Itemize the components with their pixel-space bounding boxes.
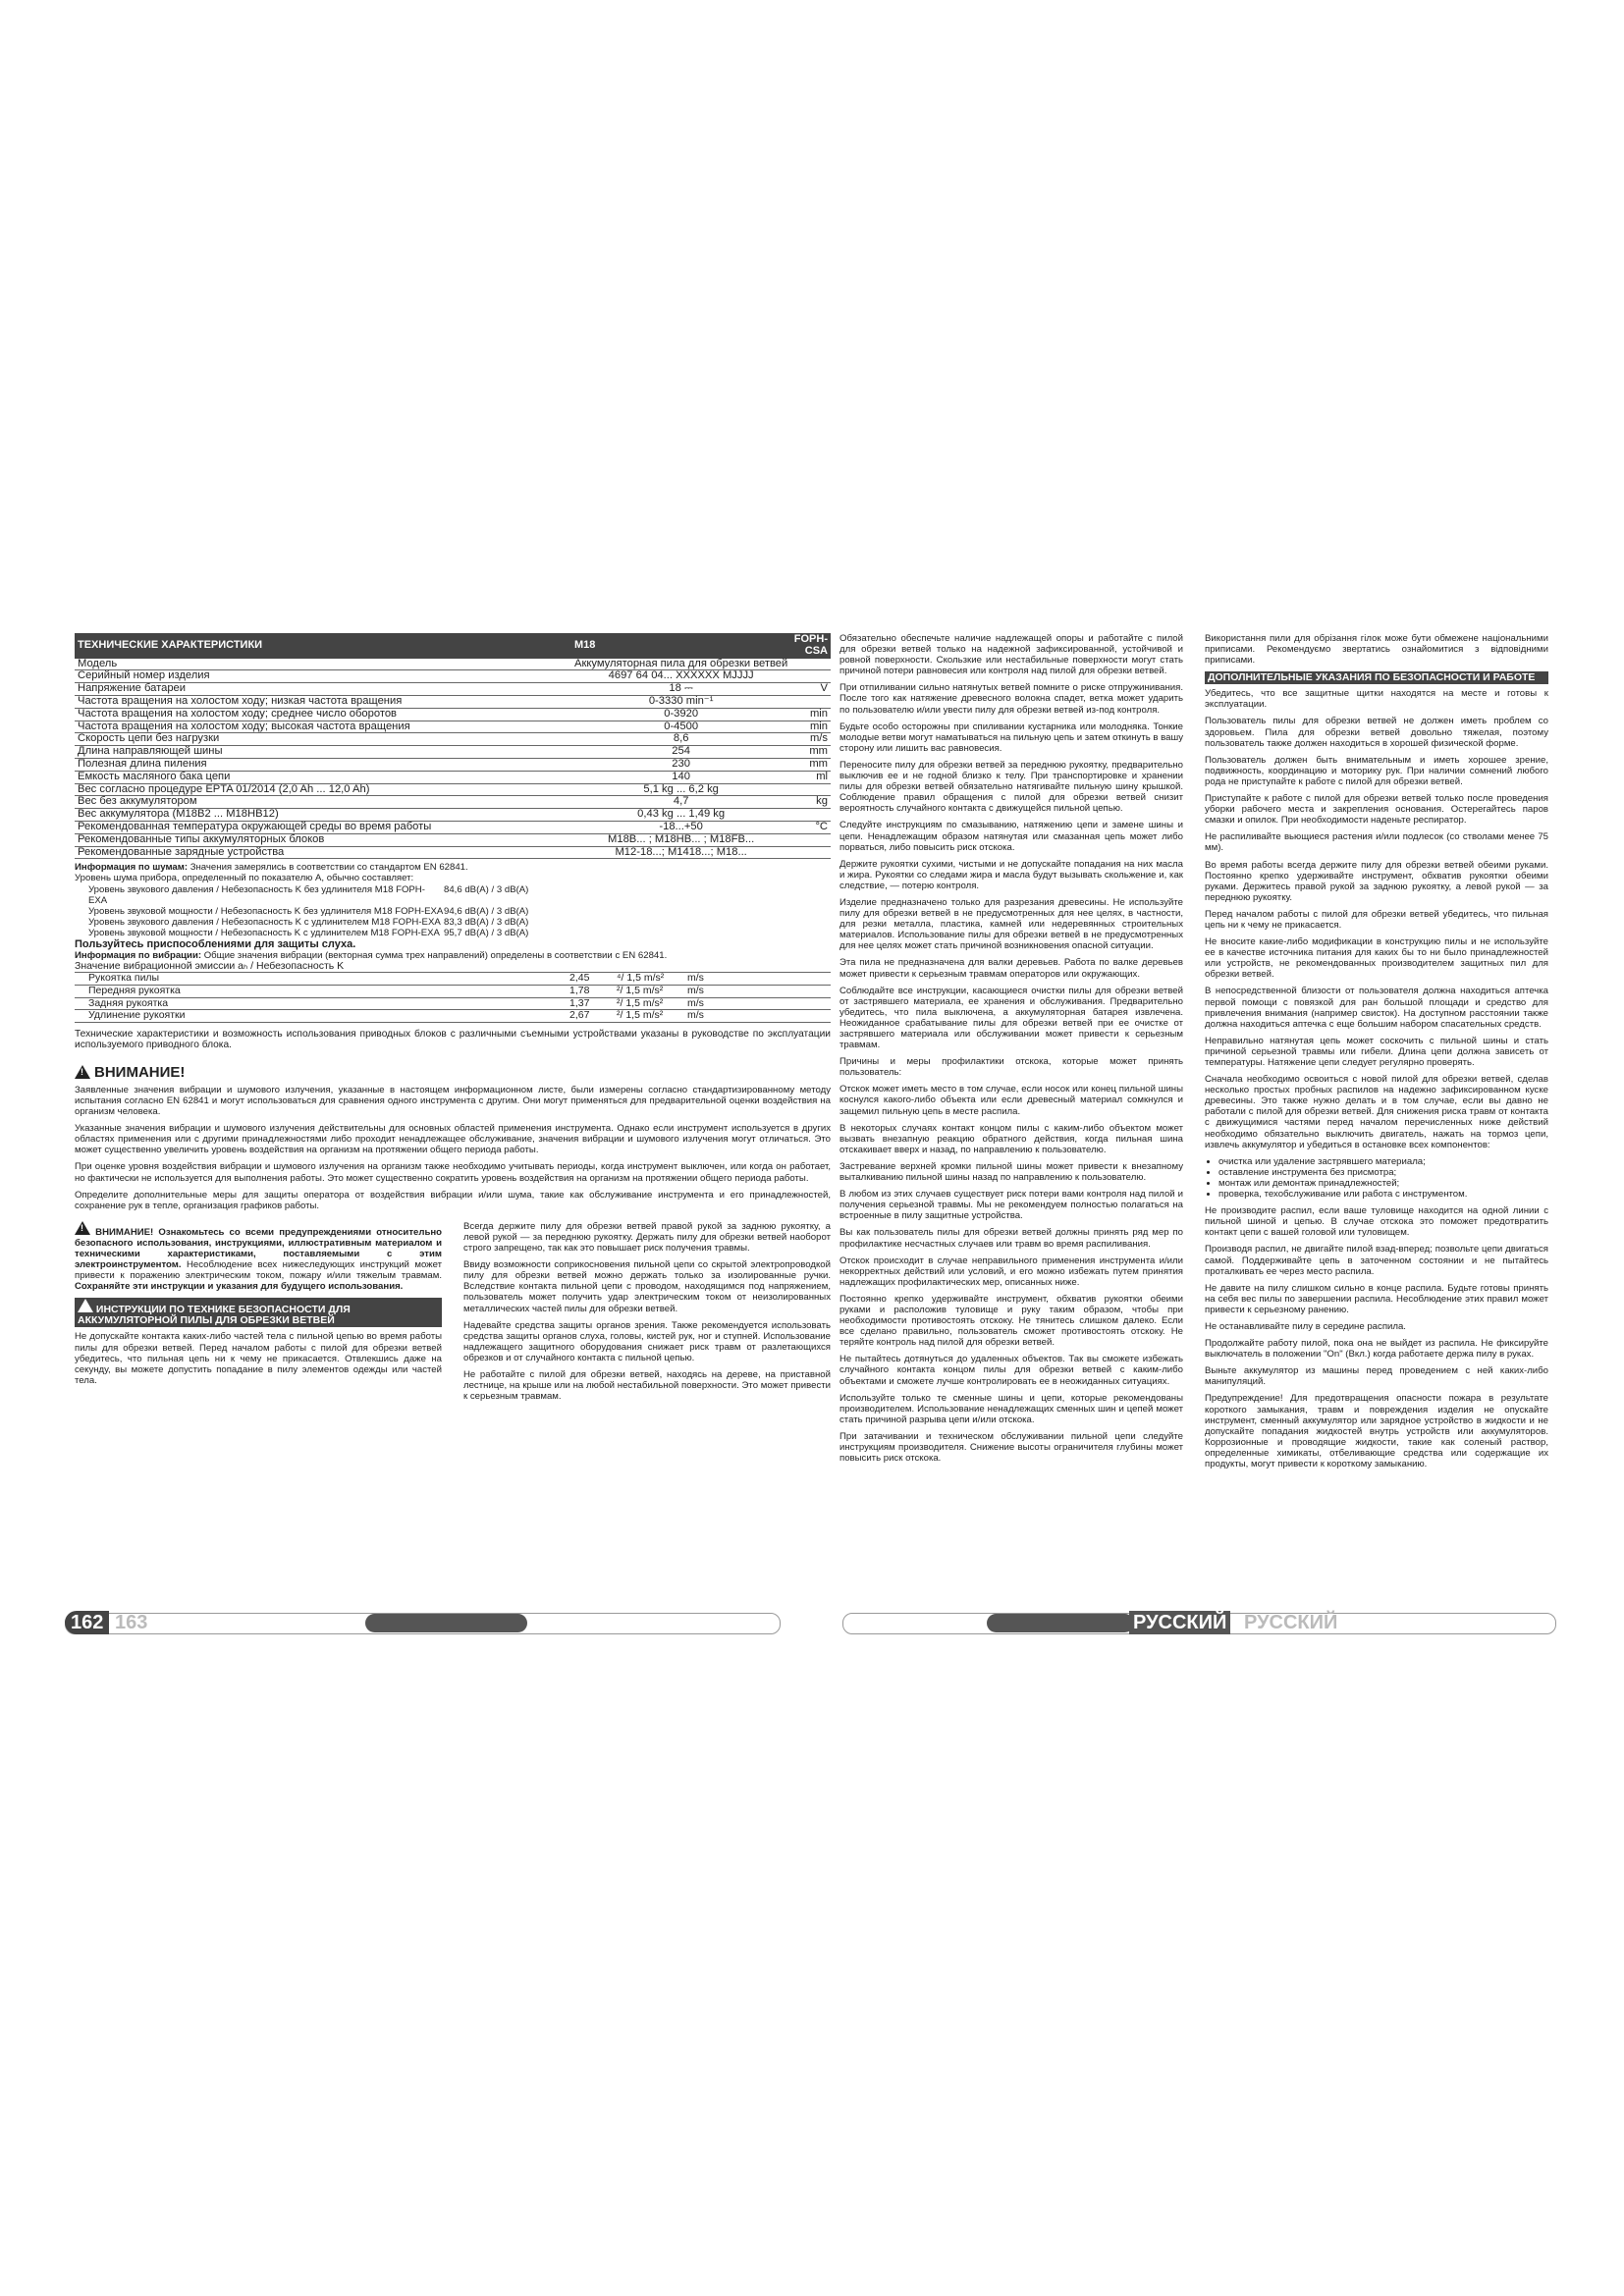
spec-unit bbox=[790, 659, 831, 670]
spec-row bbox=[75, 708, 831, 721]
language-label-ghost: РУССКИЙ bbox=[1244, 1612, 1338, 1633]
spec-label: Полезная длина пиления bbox=[75, 758, 571, 771]
spec-row bbox=[75, 746, 831, 759]
spec-value: 254 bbox=[571, 746, 790, 759]
safety-paragraph: Перед началом работы с пилой для обрезки ветвей убедитесь, что пильная цепь ни к чему не прикасается. bbox=[1205, 908, 1548, 931]
spec-row bbox=[75, 771, 831, 783]
spec-label: Скорость цепи без нагрузки bbox=[75, 733, 571, 746]
spec-label: Рекомендованные зарядные устройства bbox=[75, 846, 571, 859]
spec-label: Емкость масляного бака цепи bbox=[75, 771, 571, 783]
right-column-2-paragraphs bbox=[1205, 688, 1548, 1149]
safety-paragraph: Сначала необходимо освоиться с новой пилой для обрезки ветвей, сделав несколько простых пробных распилов на надежно зафиксированном куске древесины. Это также нужно делать и в том случае, если вы давно не работали с пилой для обрезки ветвей. Для снижения риска травм от контакта с движущимися частями перед началом перечисленных ниже действий необходимо обязательно выключить двигатель, нажать на тормоз цепи, извлечь аккумулятор и убедиться в остановке всех компонентов: bbox=[1205, 1074, 1548, 1150]
noise-value: 83,3 dB(A) / 3 dB(A) bbox=[444, 917, 529, 929]
safety-paragraph: Будьте особо осторожны при спиливании кустарника или молодняка. Тонкие молодые ветви могут наматываться на пильную цепь и затем откинуть в вашу сторону или лишить вас равновесия. bbox=[839, 721, 1183, 754]
safety-paragraph: Постоянно крепко удерживайте инструмент, обхватив рукоятки обеими руками и расположив туловище и руку таким образом, чтобы при необходимости противостоять отскоку. Не тянитесь слишком далеко. Если все сделано правильно, пользователь сможет противостоять отскоку. Не теряйте контроль над пилой для обрезки ветвей. bbox=[839, 1293, 1183, 1349]
spec-value: 5,1 kg ... 6,2 kg bbox=[571, 783, 790, 796]
vibration-unit: m/s bbox=[687, 1009, 704, 1022]
bullet-item: • монтаж или демонтаж принадлежностей; bbox=[1218, 1178, 1548, 1189]
spec-body bbox=[75, 659, 831, 859]
vibration-emission: Значение вибрационной эмиссии aₕ / Небезопасность K bbox=[75, 961, 831, 974]
spec-label: Длина направляющей шины bbox=[75, 746, 571, 759]
warning2-lead: ВНИМАНИЕ! Ознакомьтесь со всеми предупреждениями относительно безопасного использования, инструкциями, иллюстративным материалом и техническими характеристиками, поставляемыми с этим электроинструментом. bbox=[75, 1226, 443, 1271]
vibration-row bbox=[75, 986, 831, 998]
spec-row bbox=[75, 758, 831, 771]
safety-paragraph: Продолжайте работу пилой, пока она не выйдет из распила. Не фиксируйте выключатель в положении "On" (Вкл.) когда работаете держа пилу в руках. bbox=[1205, 1338, 1548, 1361]
safety-paragraph: В любом из этих случаев существует риск потери вами контроля над пилой и получения серьезной травмы. Мы не рекомендуем полностью полагаться на встроенные в пилу защитные устройства. bbox=[839, 1189, 1183, 1222]
left-columns bbox=[75, 1221, 831, 1408]
spec-label: Рекомендованная температура окружающей среды во время работы bbox=[75, 821, 571, 833]
additional-bar: ДОПОЛНИТЕЛЬНЫЕ УКАЗАНИЯ ПО БЕЗОПАСНОСТИ И РАБОТЕ bbox=[1205, 671, 1548, 684]
spec-row bbox=[75, 833, 831, 846]
spec-unit bbox=[790, 809, 831, 822]
spec-unit: mm bbox=[790, 758, 831, 771]
spec-unit bbox=[790, 846, 831, 859]
spec-value: 18 ⎓ bbox=[571, 683, 790, 696]
safety-paragraph: Обязательно обеспечьте наличие надлежащей опоры и работайте с пилой для обрезки ветвей только на надежной зафиксированной, устойчивой и ровной поверхности. Скользкие или нестабильные поверхности могут стать причиной потери равновесия или контроля над пилой для обрезки ветвей. bbox=[839, 633, 1183, 677]
bullet-item: • проверка, техобслуживание или работа с инструментом. bbox=[1218, 1189, 1548, 1200]
safety-paragraph: Соблюдайте все инструкции, касающиеся очистки пилы для обрезки ветвей от застрявшего материала, ее хранения и обслуживания. Предварительно убедитесь, что пила выключена, а аккумуляторная батарея извлечена. Неожиданное срабатывание пилы для обрезки ветвей при ее очистке от застрявшего материала или обслуживании может привести к серьезным травмам. bbox=[839, 985, 1183, 1051]
spec-value: 4,7 bbox=[571, 796, 790, 809]
vibration-value: 1,37 bbox=[569, 996, 590, 1009]
safety-paragraph: Не вносите какие-либо модификации в конструкцию пилы и не используйте ее в качестве источника питания для каких бы то ни было принадлежностей или устройств, не рекомендованных производителем защитных пил для обрезки ветвей. bbox=[1205, 936, 1548, 981]
spec-header bbox=[75, 633, 831, 659]
spec-row bbox=[75, 670, 831, 683]
spec-header-model: M18 bbox=[571, 633, 790, 659]
spec-value: 140 bbox=[571, 771, 790, 783]
spec-label: Вес согласно процедуре EPTA 01/2014 (2,0 Ah ... 12,0 Ah) bbox=[75, 783, 571, 796]
noise-row bbox=[75, 884, 831, 906]
safety-paragraph: Во время работы всегда держите пилу для обрезки ветвей обеими руками. Постоянно крепко удерживайте инструмент, обхватив рукоятки обеими руками. Держитесь правой рукой за заднюю рукоятку, а левой рукой — за переднюю рукоятку. bbox=[1205, 859, 1548, 903]
vibration-unit: m/s bbox=[687, 984, 704, 996]
spec-row bbox=[75, 846, 831, 859]
left-page bbox=[75, 633, 831, 1408]
safety-bar bbox=[75, 1298, 442, 1327]
bullet-item: • оставление инструмента без присмотра; bbox=[1218, 1167, 1548, 1178]
spec-unit: kg bbox=[790, 796, 831, 809]
spec-value: 0-4500 bbox=[571, 721, 790, 733]
noise-value: 84,6 dB(A) / 3 dB(A) bbox=[444, 883, 529, 895]
safety-bar-label: ИНСТРУКЦИИ ПО ТЕХНИКЕ БЕЗОПАСНОСТИ ДЛЯ АККУМУЛЯТОРНОЙ ПИЛЫ ДЛЯ ОБРЕЗКИ ВЕТВЕЙ bbox=[78, 1304, 351, 1327]
spec-value: 0,43 kg ... 1,49 kg bbox=[571, 809, 790, 822]
spec-label: Серийный номер изделия bbox=[75, 670, 571, 683]
vibration-block bbox=[75, 961, 831, 1023]
warning-paragraphs bbox=[75, 1085, 831, 1211]
left-column-2 bbox=[463, 1221, 831, 1408]
vibration-label: Удлинение рукоятки bbox=[88, 1009, 186, 1022]
spec-unit: °C bbox=[790, 821, 831, 833]
safety-paragraph: В некоторых случаях контакт концом пилы с каким-либо объектом может вызвать внезапную реакцию обратного действия, когда пильная шина отскакивает вверх и назад, по направлению к пользователю. bbox=[839, 1122, 1183, 1155]
safety-paragraph: При отпиливании сильно натянутых ветвей помните о риске отпружинивания. После того как натяжение древесного волокна спадет, ветка может ударить по пользователю и/или увести пилу для обрезки ветвей из-под контроля. bbox=[839, 682, 1183, 716]
spec-unit: mm bbox=[790, 746, 831, 759]
spec-value: 4697 64 04... XXXXXX MJJJJ bbox=[571, 670, 790, 683]
spec-value: 0-3920 bbox=[571, 708, 790, 721]
vibration-rows bbox=[75, 973, 831, 1022]
safety-paragraph: Не распиливайте вьющиеся растения и/или подлесок (со стволами менее 75 мм). bbox=[1205, 831, 1548, 854]
noise-row bbox=[75, 928, 831, 938]
page-number-ghost: 163 bbox=[115, 1612, 148, 1633]
vibration-text: Общие значения вибрации (векторная сумма трех направлений) определены в соответствии с EN 62841. bbox=[203, 949, 668, 961]
warning2-keep: Сохраняйте эти инструкции и указания для будущего использования. bbox=[75, 1281, 404, 1293]
vibration-value: 1,78 bbox=[569, 984, 590, 996]
spec-value: M18B... ; M18HB... ; M18FB... bbox=[571, 833, 790, 846]
spec-unit bbox=[790, 783, 831, 796]
noise-label: Уровень звуковой мощности / Небезопасность K с удлинителем M18 FOPH-EXA bbox=[88, 928, 440, 939]
vibration-label: Задняя рукоятка bbox=[88, 996, 169, 1009]
safety-paragraph: Причины и меры профилактики отскока, которые может принять пользователь: bbox=[839, 1056, 1183, 1079]
vibration-uncertainty: ²/ 1,5 m/s² bbox=[617, 984, 664, 996]
spec-label: Модель bbox=[75, 659, 571, 670]
warning-triangle-icon bbox=[75, 1065, 90, 1079]
safety-paragraph: Не давите на пилу слишком сильно в конце распила. Будьте готовы принять на себя вес пилы по завершении распила. Несоблюдение этих правил может привести к серьезному ранению. bbox=[1205, 1282, 1548, 1315]
safety-paragraph: Отскок может иметь место в том случае, если носок или конец пильной шины коснулся какого-либо объекта или если древесный материал сомкнулся и защемил пильную цепь в месте распила. bbox=[839, 1084, 1183, 1117]
warning2-block bbox=[75, 1221, 442, 1293]
vibration-value: 2,67 bbox=[569, 1009, 590, 1022]
footer-right-pill bbox=[987, 1614, 1134, 1632]
bullet-list bbox=[1205, 1156, 1548, 1200]
vibration-value: 2,45 bbox=[569, 972, 590, 985]
warning-paragraph: Указанные значения вибрации и шумового излучения действительны для основных областей применения инструмента. Однако если инструмент используется в других областях применения или с другими принадлежностями либо проходит ненадлежащее обслуживание, значения вибрации и шумового излучения могут отличаться. Это может существенно увеличить уровень воздействия на организм на протяжении общего периода работы. bbox=[75, 1123, 831, 1156]
spec-value: 8,6 bbox=[571, 733, 790, 746]
safety-paragraph: Следуйте инструкциям по смазыванию, натяжению цепи и замене шины и цепи. Ненадлежащим образом натянутая или смазанная цепь может либо порваться, либо повысить риск отскока. bbox=[839, 820, 1183, 853]
vibration-row bbox=[75, 998, 831, 1011]
safety-paragraph: Переносите пилу для обрезки ветвей за переднюю рукоятку, предварительно выключив ее и не годной близко к телу. При транспортировке и хранении пилы для обрезки ветвей обязательно натягивайте пильную шину крышкой. Соблюдение правил обращения с пилой для обрезки ветвей снизит вероятность случайного контакта с движущейся пильной цепью. bbox=[839, 759, 1183, 815]
vibration-uncertainty: ²/ 1,5 m/s² bbox=[617, 996, 664, 1009]
safety-paragraph: Не пытайтесь дотянуться до удаленных объектов. Так вы сможете избежать случайного контакта концом пилы для обрезки ветвей с каким-либо объектами и сможете лучше контролировать ее в неожиданных ситуациях. bbox=[839, 1354, 1183, 1387]
noise-row bbox=[75, 917, 831, 928]
warning2-text: Несоблюдение всех нижеследующих инструкций может привести к поражению электрическим током, пожару и/или тяжелым травмам. bbox=[75, 1259, 442, 1282]
safety-paragraph: Приступайте к работе с пилой для обрезки ветвей только после проведения уборки рабочего места и закрепления основания. Остерегайтесь паров смазки и опилок. При необходимости наденьте респиратор. bbox=[1205, 793, 1548, 827]
spec-unit bbox=[790, 695, 831, 708]
noise-value: 94,6 dB(A) / 3 dB(A) bbox=[444, 905, 529, 917]
spec-label: Вес без аккумулятором bbox=[75, 796, 571, 809]
safety-paragraph: Не работайте с пилой для обрезки ветвей, находясь на дереве, на приставной лестнице, на крыше или на любой нестабильной поверхности. Это может привести к серьезным травмам. bbox=[463, 1368, 831, 1403]
noise-rows bbox=[75, 884, 831, 939]
noise-text: Значения замерялись в соответствии со стандартом EN 62841. bbox=[189, 862, 468, 874]
spec-value: 230 bbox=[571, 758, 790, 771]
tech-note: Технические характеристики и возможность использования приводных блоков с различными съемными устройствами указаны в руководстве по эксплуатации используемого приводного блока. bbox=[75, 1028, 831, 1050]
spec-label: Рекомендованные типы аккумуляторных блоков bbox=[75, 833, 571, 846]
spec-header-title: ТЕХНИЧЕСКИЕ ХАРАКТЕРИСТИКИ bbox=[75, 633, 571, 659]
safety-paragraph: Не останавливайте пилу в середине распила. bbox=[1205, 1320, 1406, 1332]
noise-value: 95,7 dB(A) / 3 dB(A) bbox=[444, 928, 529, 939]
safety-paragraph: Используйте только те сменные шины и цепи, которые рекомендованы производителем. Использование ненадлежащих сменных шин и цепей может стать причиной разрыва цепи и/или отскока. bbox=[839, 1392, 1183, 1425]
noise-protect: Пользуйтесь приспособлениями для защиты слуха. bbox=[75, 937, 356, 950]
safety-paragraph: Не производите распил, если ваше туловище находится на одной линии с пильной шиной и цепью. В случае отскока это поможет предотвратить контакт цепи с вашей головой или туловищем. bbox=[1205, 1205, 1548, 1239]
noise-row bbox=[75, 906, 831, 917]
noise-title: Информация по шумам: bbox=[75, 862, 189, 874]
safety-paragraph: Неправильно натянутая цепь может соскочить с пильной шины и стать причиной серьезной травмы или гибели. Длина цепи должна зависеть от температуры. Натяжение цепи следует регулярно проверять. bbox=[1205, 1035, 1548, 1068]
safety-paragraph: Ввиду возможности соприкосновения пильной цепи со скрытой электропроводкой пилу для обрезки ветвей можно держать только за изолированные ручки. Вследствие контакта пильной цепи с проводом, находящимся под напряжением, пользователь может получить удар электрическим током от неизолированных металлических частей пилы для обрезки ветвей. bbox=[463, 1259, 831, 1314]
vibration-row bbox=[75, 973, 831, 986]
noise-label: Уровень звукового давления / Небезопасность K без удлинителя M18 FOPH-EXA bbox=[88, 883, 425, 906]
safety-paragraph: Застревание верхней кромки пильной шины может привести к внезапному выталкиванию пильной шины назад по направлению к пользователю. bbox=[839, 1160, 1183, 1184]
safety-paragraph: Всегда держите пилу для обрезки ветвей правой рукой за заднюю рукоятку, а левой рукой — за переднюю рукоятку. Держать пилу для обрезки ветвей наоборот строго запрещено, так как это повышает риск получения травмы. bbox=[463, 1220, 831, 1255]
spec-value: -18...+50 bbox=[571, 821, 790, 833]
safety-paragraph: Убедитесь, что все защитные щитки находятся на месте и готовы к эксплуатации. bbox=[1205, 688, 1548, 711]
safety-paragraph: Изделие предназначено только для разрезания древесины. Не используйте пилу для обрезки ветвей в не предусмотренных для нее целях, в частности, для резки металла, пластика, камней или недеревянных строительных материалов. Использование пилы для обрезки ветвей в не предусмотренных для нее целях может стать причиной возникновения опасной ситуации. bbox=[839, 896, 1183, 952]
noise-block bbox=[75, 873, 831, 949]
noise-label: Уровень звуковой мощности / Небезопасность K без удлинителя M18 FOPH-EXA bbox=[88, 905, 444, 917]
spec-row bbox=[75, 783, 831, 796]
spec-label: Частота вращения на холостом ходу; низкая частота вращения bbox=[75, 695, 571, 708]
vibration-label: Передняя рукоятка bbox=[88, 984, 181, 996]
left-col1-paragraph: Не допускайте контакта каких-либо частей тела с пильной цепью во время работы пилы для обрезки ветвей. Перед началом работы с пилой для обрезки ветвей убедитесь, что пильная цепь ни к чему не прикасается. Отвлекшись даже на секунду, вы можете допустить попадание в пилу элементов одежды или частей тела. bbox=[75, 1331, 442, 1386]
bullet-item: • очистка или удаление застрявшего материала; bbox=[1218, 1156, 1548, 1167]
noise-intro: Уровень шума прибора, определенный по показателю A, обычно составляет: bbox=[75, 873, 414, 884]
warning-triangle-icon bbox=[75, 1221, 90, 1235]
right-columns bbox=[839, 633, 1548, 1475]
vibration-unit: m/s bbox=[687, 972, 704, 985]
noise-info bbox=[75, 862, 831, 873]
spec-value: Аккумуляторная пила для обрезки ветвей bbox=[571, 659, 790, 670]
spec-unit: V bbox=[790, 683, 831, 696]
spec-label: Частота вращения на холостом ходу; среднее число оборотов bbox=[75, 708, 571, 721]
warning-heading bbox=[75, 1064, 831, 1081]
warning-title: ВНИМАНИЕ! bbox=[94, 1063, 186, 1081]
right-page bbox=[839, 633, 1548, 1475]
vibration-title: Информация по вибрации: bbox=[75, 949, 202, 961]
spec-row bbox=[75, 821, 831, 833]
spec-row bbox=[75, 733, 831, 746]
spec-row bbox=[75, 683, 831, 696]
vibration-label: Рукоятка пилы bbox=[88, 972, 160, 985]
right-column-2 bbox=[1205, 633, 1548, 1475]
safety-paragraph: Пользователь должен быть внимательным и иметь хорошее зрение, подвижность, координацию и моторику рук. При наличии сомнений любого рода не приступайте к работе с пилой для обрезки ветвей. bbox=[1205, 754, 1548, 787]
spec-unit bbox=[790, 833, 831, 846]
spec-row bbox=[75, 809, 831, 822]
safety-paragraph: В непосредственной близости от пользователя должна находиться аптечка первой помощи с повязкой для ран большой площади и средство для привлечения внимания (например свисток). На доступном расстоянии также должна находиться аптечка с еще большим набором спасательных средств. bbox=[1205, 986, 1548, 1030]
left-column-1 bbox=[75, 1221, 442, 1408]
language-label: РУССКИЙ bbox=[1129, 1611, 1230, 1634]
warning-paragraph: Заявленные значения вибрации и шумового излучения, указанные в настоящем информационном листе, были измерены согласно стандартизированному методу испытания согласно EN 62841 и могут использоваться для сравнения одного инструмента с другим. Они могут применяться для предварительной оценки воздействия на организм человека. bbox=[75, 1084, 831, 1118]
safety-paragraph: Пользователь пилы для обрезки ветвей не должен иметь проблем со здоровьем. Пила для обрезки ветвей довольно тяжелая, поэтому пользователь также должен находиться в хорошей физической форме. bbox=[1205, 716, 1548, 749]
safety-paragraph: Отскок происходит в случае неправильного применения инструмента и/или некорректных действий или условий, и его можно избежать путем принятия надлежащих профилактических мер, описанных ниже. bbox=[839, 1255, 1183, 1288]
right-column-2-tail bbox=[1205, 1205, 1548, 1469]
safety-paragraph: Выньте аккумулятор из машины перед проведением с ней каких-либо манипуляций. bbox=[1205, 1365, 1548, 1388]
spec-header-variant: FOPH-CSA bbox=[790, 633, 831, 659]
warning-paragraph: Определите дополнительные меры для защиты оператора от воздействия вибрации и/или шума, такие как обслуживание инструмента и его принадлежностей, сохранение рук в тепле, организация графиков работы. bbox=[75, 1189, 831, 1211]
noise-label: Уровень звукового давления / Небезопасность K с удлинителем M18 FOPH-EXA bbox=[88, 917, 441, 929]
spec-unit: ml bbox=[790, 771, 831, 783]
vibration-uncertainty: ²/ 1,5 m/s² bbox=[617, 1009, 664, 1022]
safety-paragraph: Производя распил, не двигайте пилой взад-вперед; позвольте цепи двигаться самой. Поддерживайте цепь в заточенном состоянии и не пытайтесь проталкивать ее через место распила. bbox=[1205, 1244, 1548, 1277]
safety-paragraph: Предупреждение! Для предотвращения опасности пожара в результате короткого замыкания, травм и повреждения изделия не опускайте инструмент, сменный аккумулятор или зарядное устройство в жидкости и не допускайте попадания жидкостей внутрь устройств или аккумуляторов. Коррозионные и проводящие жидкости, такие как соленый раствор, определенные химикаты, отбеливающие средства или содержащие их продукты, могут привести к короткому замыканию. bbox=[1205, 1393, 1548, 1469]
vibration-row bbox=[75, 1010, 831, 1023]
spec-unit: min bbox=[790, 708, 831, 721]
spec-unit: min bbox=[790, 721, 831, 733]
safety-paragraph: Надевайте средства защиты органов зрения. Также рекомендуется использовать средства защиты органов слуха, головы, кистей рук, ног и ступней. Использование надлежащего защитного оборудования снижает риск травм от разлетающихся обрезков и от случайного контакта с пильной цепью. bbox=[463, 1319, 831, 1363]
safety-paragraph: При затачивании и техническом обслуживании пильной цепи следуйте инструкциям производителя. Снижение высоты ограничителя глубины может повысить риск отскока. bbox=[839, 1430, 1183, 1465]
spec-label: Вес аккумулятора (M18B2 ... M18HB12) bbox=[75, 809, 571, 822]
spec-row bbox=[75, 695, 831, 708]
safety-paragraph: Эта пила не предназначена для валки деревьев. Работа по валке деревьев может привести к серьезным травмам операторов или окружающих. bbox=[839, 957, 1183, 980]
right-column-1 bbox=[839, 633, 1183, 1475]
spec-value: M12-18...; M1418...; M18... bbox=[571, 846, 790, 859]
spec-table bbox=[75, 633, 831, 859]
safety-paragraph: Держите рукоятки сухими, чистыми и не допускайте попадания на них масла и жира. Рукоятки со следами жира и масла будут вызывать скольжение и, как следствие, — потерю контроля. bbox=[839, 858, 1183, 891]
spec-row bbox=[75, 721, 831, 733]
footer-left-pill bbox=[365, 1614, 527, 1632]
safety-paragraph: Вы как пользователь пилы для обрезки ветвей должны принять ряд мер по профилактике несчастных случаев или травм во время распиливания. bbox=[839, 1227, 1183, 1250]
spec-row bbox=[75, 796, 831, 809]
spec-unit bbox=[790, 670, 831, 683]
spec-label: Напряжение батареи bbox=[75, 683, 571, 696]
spec-row bbox=[75, 659, 831, 670]
page-number: 162 bbox=[65, 1611, 109, 1634]
vibration-uncertainty: ⁴/ 1,5 m/s² bbox=[617, 972, 665, 985]
national-note: Використання пили для обрізання гілок може бути обмежене національними приписами. Рекомендуємо звертатись ознайомитися з відповідними приписами. bbox=[1205, 633, 1548, 667]
vibration-unit: m/s bbox=[687, 996, 704, 1009]
spec-value: 0-3330 min⁻¹ bbox=[571, 695, 790, 708]
spec-label: Частота вращения на холостом ходу; высокая частота вращения bbox=[75, 721, 571, 733]
spec-unit: m/s bbox=[790, 733, 831, 746]
warning-triangle-icon bbox=[78, 1299, 93, 1312]
warning-paragraph: При оценке уровня воздействия вибрации и шумового излучения на организм также необходимо учитывать периоды, когда инструмент выключен, или когда он работает, но фактически не используется для выполнения работы. Это может существенно сократить уровень воздействия на организм на протяжении общего периода работы. bbox=[75, 1161, 831, 1184]
